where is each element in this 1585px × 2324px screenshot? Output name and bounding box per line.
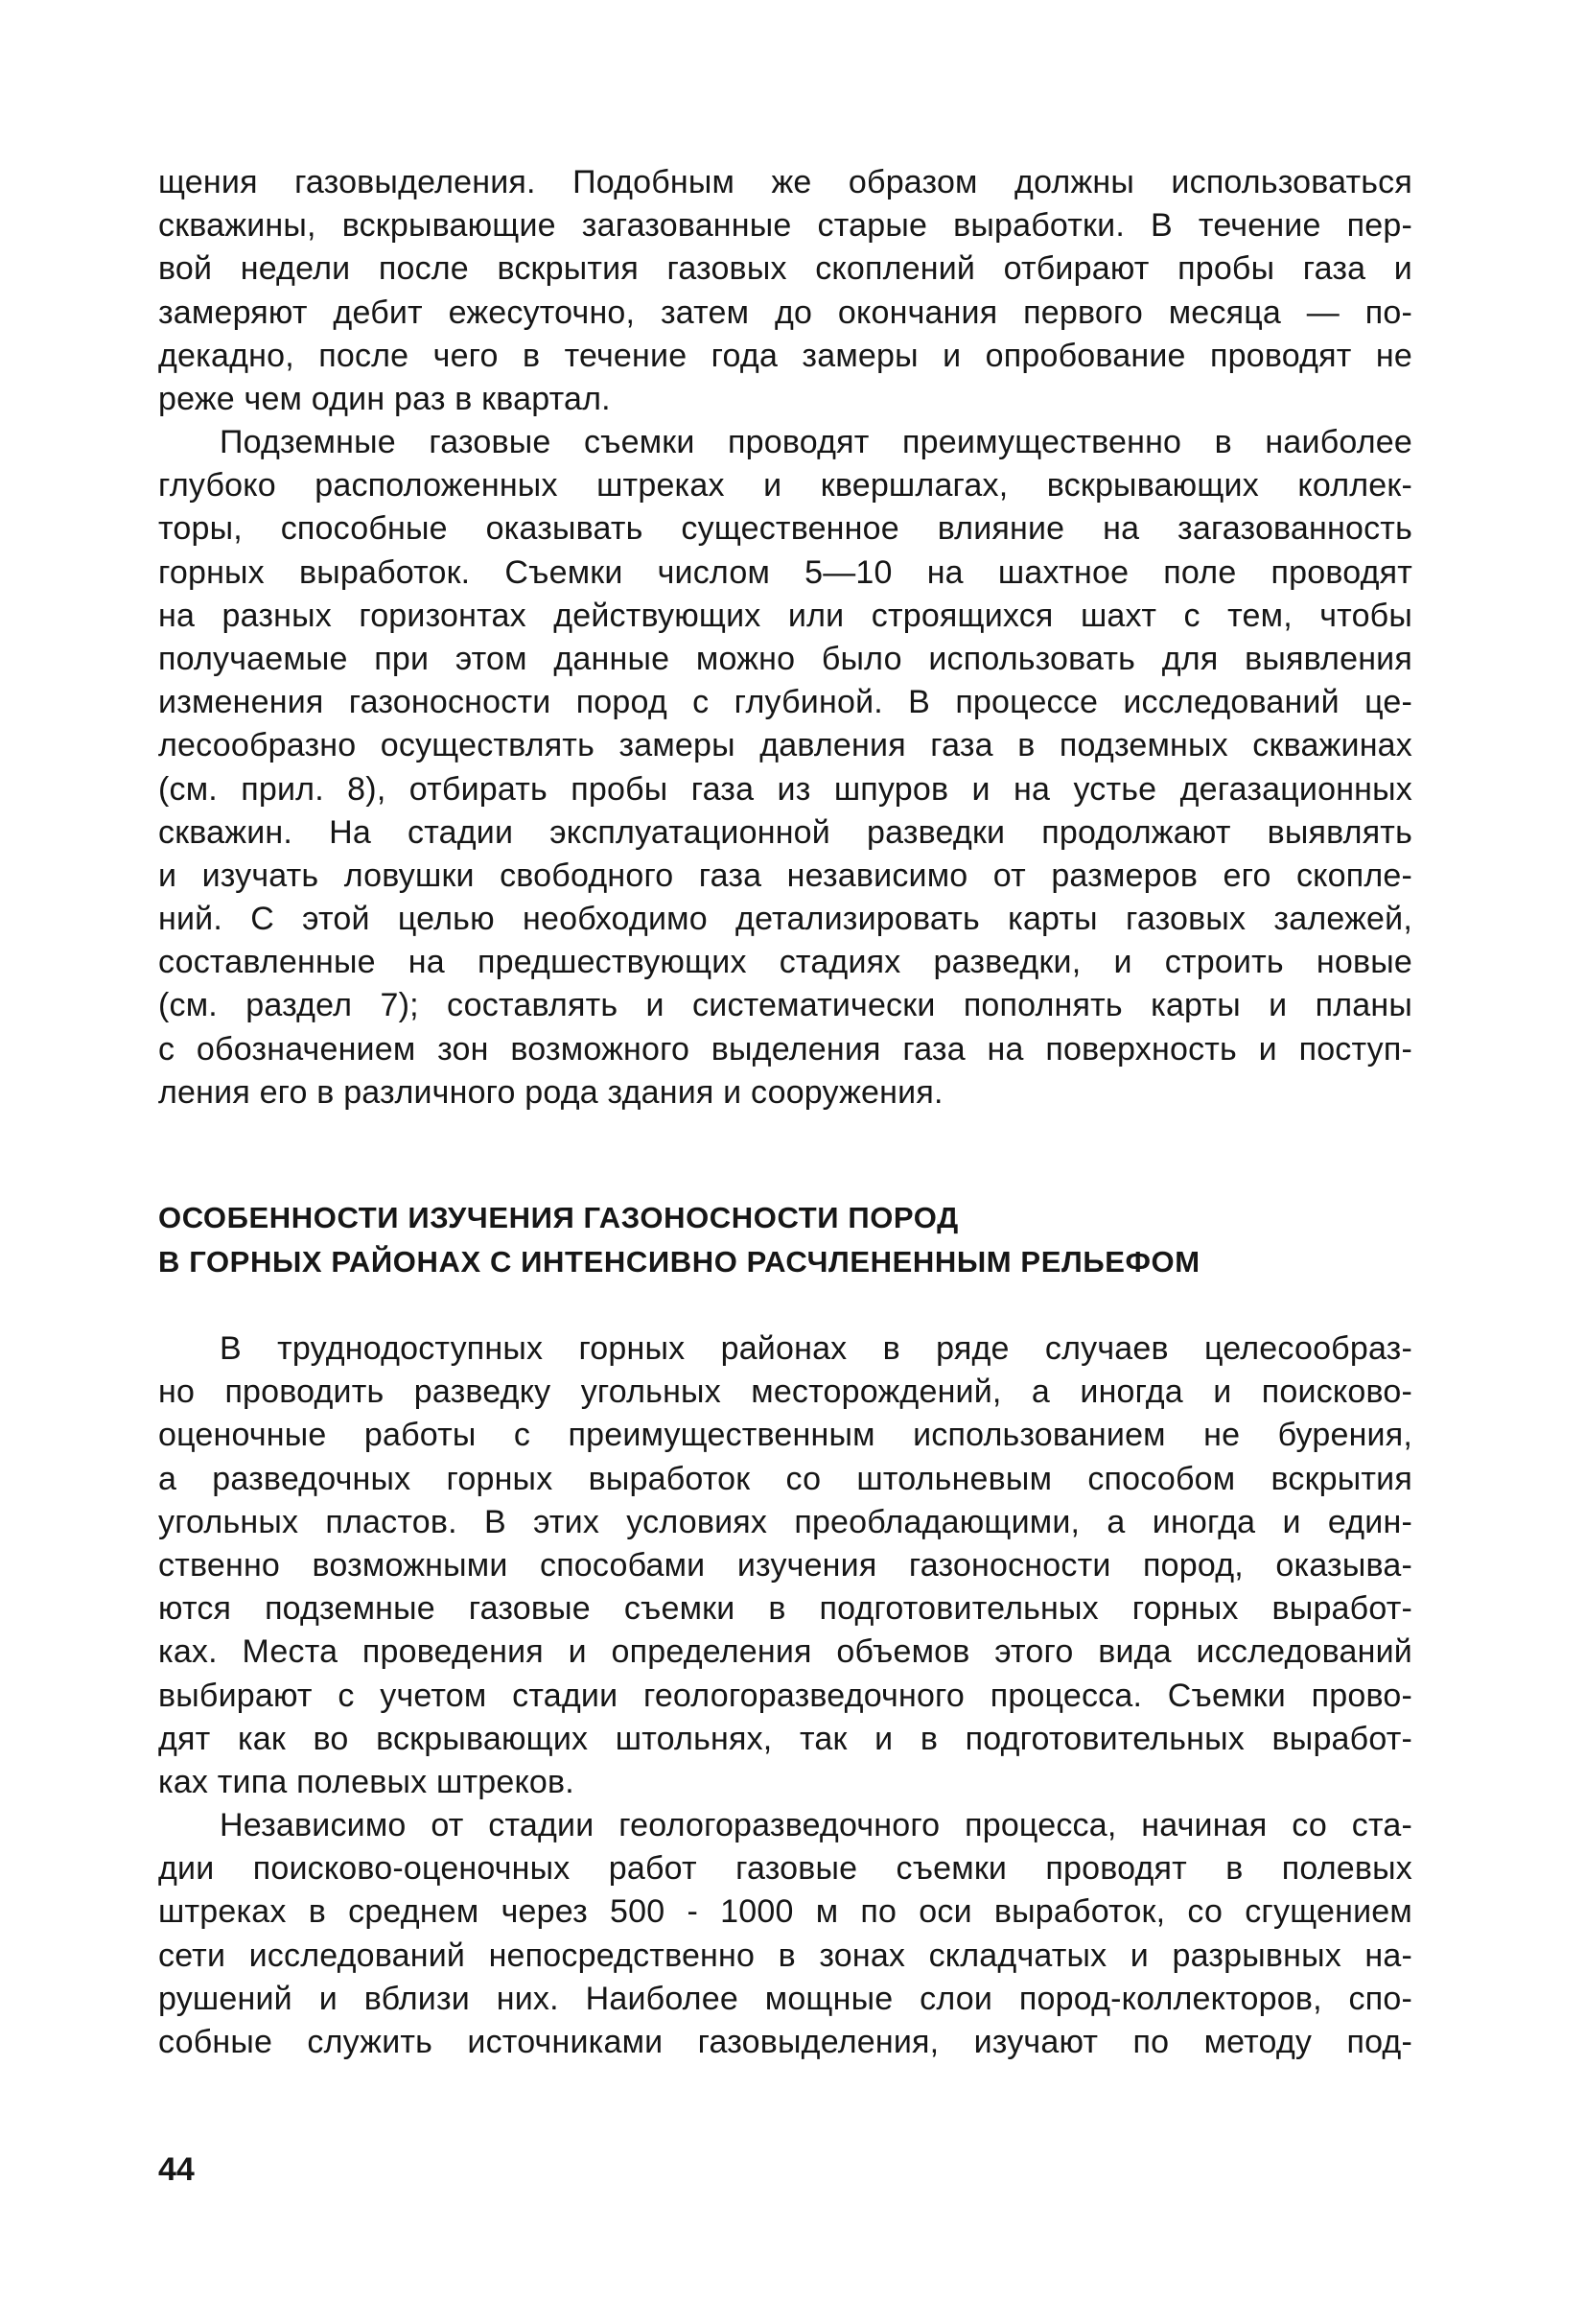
text-line: выбирают с учетом стадии геологоразведочного процесса. Съемки прово-	[158, 1677, 1412, 1714]
text-line: изменения газоносности пород с глубиной. В процессе исследований це-	[158, 684, 1412, 721]
text-line: составленные на предшествующих стадиях разведки, и строить новые	[158, 944, 1412, 981]
text-line: замеряют дебит ежесуточно, затем до окончания первого месяца — по-	[158, 293, 1412, 331]
text-line: собные служить источниками газовыделения, изучают по методу под-	[158, 2023, 1412, 2060]
text-line: но проводить разведку угольных месторождений, а иногда и поисково-	[158, 1373, 1412, 1411]
text-line: Независимо от стадии геологоразведочного процесса, начиная со ста-	[220, 1807, 1412, 1843]
text-line: скважин. На стадии эксплуатационной разведки продолжают выявлять	[158, 813, 1412, 851]
text-line: реже чем один раз в квартал.	[158, 380, 611, 417]
text-line: декадно, после чего в течение года замеры и опробование проводят не	[158, 337, 1412, 374]
text-line: рушений и вблизи них. Наиболее мощные слои пород-коллекторов, спо-	[158, 1980, 1412, 2017]
text-line: лесообразно осуществлять замеры давления газа в подземных скважинах	[158, 727, 1412, 764]
text-line: ются подземные газовые съемки в подготовительных горных выработ-	[158, 1590, 1412, 1628]
text-line: ках типа полевых штреков.	[158, 1763, 574, 1800]
paragraph-mountain-regions	[158, 1327, 1412, 1804]
paragraph-continuation	[158, 161, 1412, 421]
text-line: и изучать ловушки свободного газа независимо от размеров его скопле-	[158, 857, 1412, 894]
paragraph-independent-of-stage	[158, 1804, 1412, 2064]
section-heading	[158, 1196, 1412, 1284]
section-heading-line-1: ОСОБЕННОСТИ ИЗУЧЕНИЯ ГАЗОНОСНОСТИ ПОРОД	[158, 1201, 959, 1234]
text-line: ления его в различного рода здания и сооружения.	[158, 1073, 944, 1111]
text-line: ках. Места проведения и определения объемов этого вида исследований	[158, 1633, 1412, 1671]
paragraph-underground-surveys	[158, 421, 1412, 1115]
text-line: (см. прил. 8), отбирать пробы газа из шпуров и на устье дегазационных	[158, 770, 1412, 808]
text-line: с обозначением зон возможного выделения газа на поверхность и поступ-	[158, 1030, 1412, 1068]
text-line: щения газовыделения. Подобным же образом должны использоваться	[158, 164, 1412, 200]
text-line: торы, способные оказывать существенное влияние на загазованность	[158, 510, 1412, 548]
text-line: Подземные газовые съемки проводят преимущественно в наиболее	[220, 424, 1412, 460]
text-line: на разных горизонтах действующих или строящихся шахт с тем, чтобы	[158, 597, 1412, 634]
text-line: а разведочных горных выработок со штольневым способом вскрытия	[158, 1460, 1412, 1497]
text-line: оценочные работы с преимущественным использованием не бурения,	[158, 1417, 1412, 1454]
text-line: ственно возможными способами изучения газоносности пород, оказыва-	[158, 1546, 1412, 1584]
text-line: получаемые при этом данные можно было использовать для выявления	[158, 640, 1412, 677]
text-line: вой недели после вскрытия газовых скоплений отбирают пробы газа и	[158, 250, 1412, 288]
text-line: штреках в среднем через 500 - 1000 м по оси выработок, со сгущением	[158, 1893, 1412, 1931]
section-heading-line-2: В ГОРНЫХ РАЙОНАХ С ИНТЕНСИВНО РАСЧЛЕНЕННЫМ РЕЛЬЕФОМ	[158, 1245, 1200, 1279]
text-line: скважины, вскрывающие загазованные старые выработки. В течение пер-	[158, 207, 1412, 245]
text-line: (см. раздел 7); составлять и систематически пополнять карты и планы	[158, 987, 1412, 1024]
text-line: дят как во вскрывающих штольнях, так и в подготовительных выработ-	[158, 1720, 1412, 1757]
text-line: глубоко расположенных штреках и квершлагах, вскрывающих коллек-	[158, 467, 1412, 505]
text-line: ний. С этой целью необходимо детализировать карты газовых залежей,	[158, 901, 1412, 938]
text-line: дии поисково-оценочных работ газовые съемки проводят в полевых	[158, 1850, 1412, 1888]
text-line: угольных пластов. В этих условиях преобладающими, а иногда и един-	[158, 1503, 1412, 1540]
page-number: 44	[158, 2151, 195, 2188]
text-line: горных выработок. Съемки числом 5—10 на шахтное поле проводят	[158, 553, 1412, 591]
text-line: сети исследований непосредственно в зонах складчатых и разрывных на-	[158, 1937, 1412, 1974]
text-line: В труднодоступных горных районах в ряде случаев целесообраз-	[220, 1330, 1412, 1367]
